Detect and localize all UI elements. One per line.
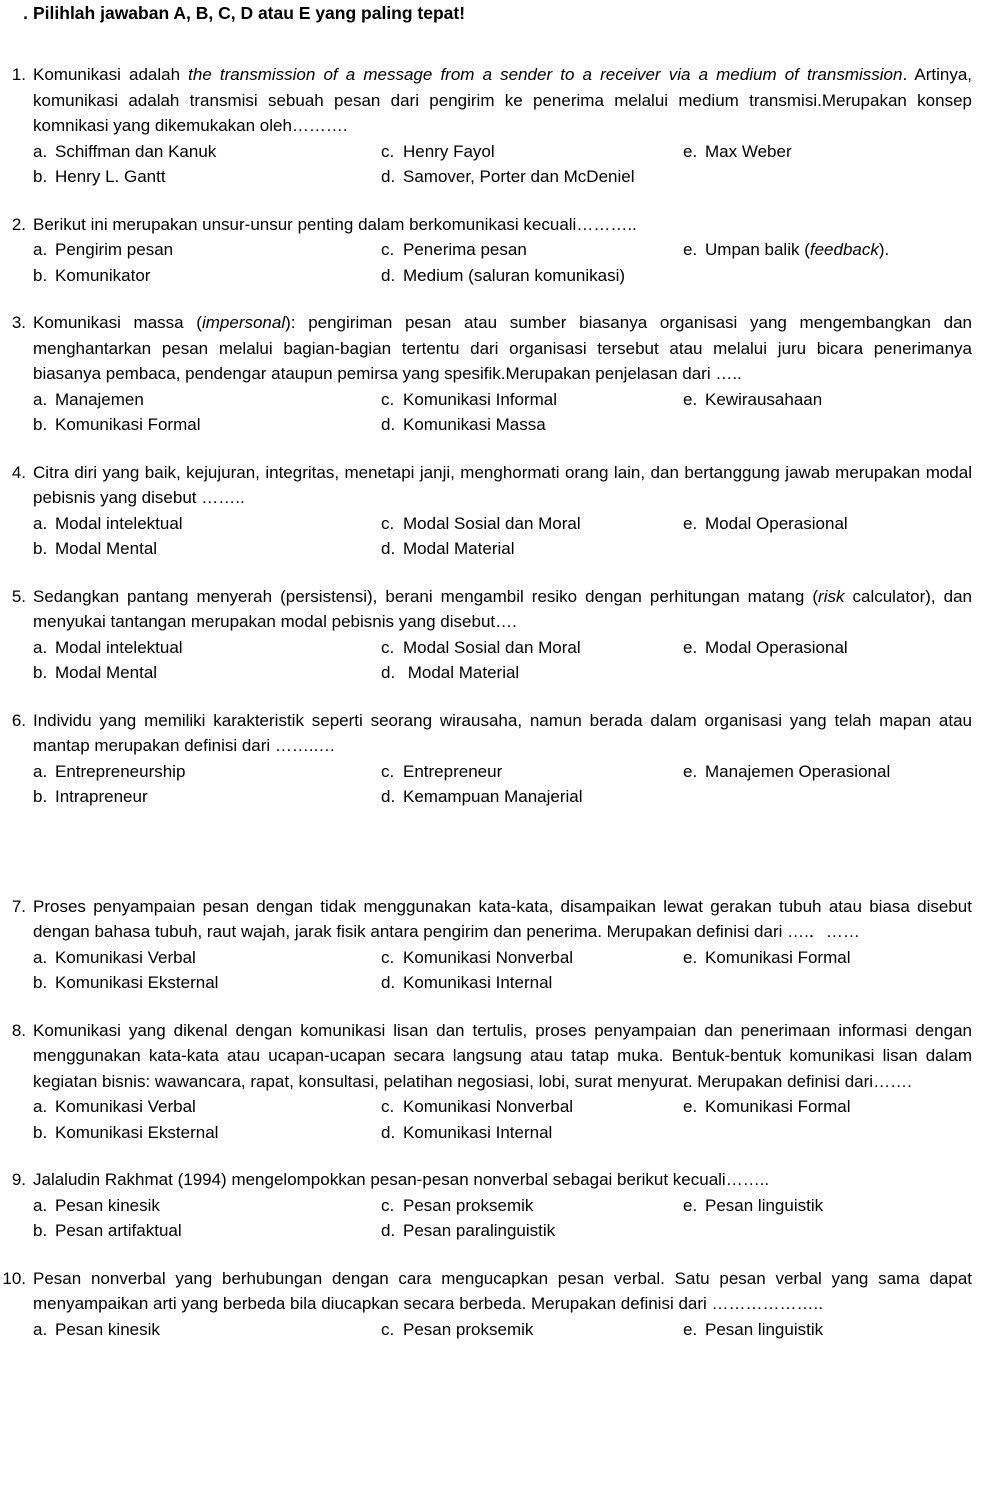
option-a-text: Entrepreneurship bbox=[55, 761, 186, 781]
question-item bbox=[0, 1266, 988, 1343]
option-b[interactable]: b. Komunikasi Formal bbox=[33, 415, 201, 434]
option-b-text: Komunikasi Formal bbox=[55, 415, 201, 434]
option-a-text: Pesan kinesik bbox=[55, 1319, 160, 1339]
option-a[interactable]: a. Pesan kinesik bbox=[33, 1195, 160, 1215]
option-e-text: Komunikasi Formal bbox=[705, 947, 851, 967]
option-c[interactable]: c. Komunikasi Informal bbox=[381, 389, 558, 409]
option-row bbox=[33, 536, 972, 562]
option-d[interactable]: d. Komunikasi Internal bbox=[381, 1122, 553, 1142]
option-row bbox=[33, 139, 972, 165]
option-a-text: Modal intelektual bbox=[55, 637, 183, 657]
question-stem: Komunikasi adalah the transmission of a message from a sender to a receiver via a medium of transmission. Artinya, komunikasi adalah transmisi sebuah pesan dari pengirim ke penerima melalui medium transmisi.Merupakan konsep komnikasi yang dikemukakan oleh………. bbox=[33, 65, 972, 135]
question-item bbox=[0, 310, 988, 438]
option-row bbox=[33, 412, 972, 438]
option-e-text: Kewirausahaan bbox=[705, 389, 823, 409]
option-b[interactable]: b. Modal Mental bbox=[33, 663, 158, 682]
option-c-text: Pesan proksemik bbox=[403, 1195, 534, 1215]
option-c-text: Pesan proksemik bbox=[403, 1319, 534, 1339]
option-a[interactable]: a. Manajemen bbox=[33, 389, 144, 409]
option-a-text: Komunikasi Verbal bbox=[55, 1097, 196, 1116]
option-d[interactable]: d. Samover, Porter dan McDeniel bbox=[381, 167, 635, 186]
option-d-text: Modal Material bbox=[403, 663, 520, 682]
option-b[interactable]: b. Intrapreneur bbox=[33, 787, 148, 806]
option-e[interactable]: e. Kewirausahaan bbox=[683, 389, 823, 409]
instruction-line bbox=[0, 0, 988, 26]
option-b-text: Pesan artifaktual bbox=[55, 1221, 182, 1240]
option-d[interactable]: d. Komunikasi Internal bbox=[381, 973, 553, 992]
option-a-text: Manajemen bbox=[55, 389, 144, 409]
option-e[interactable]: e. Komunikasi Formal bbox=[683, 947, 851, 967]
option-b[interactable]: b. Komunikasi Eksternal bbox=[33, 1122, 219, 1142]
option-c[interactable]: c. Penerima pesan bbox=[381, 240, 527, 259]
question-number: 4. bbox=[11, 462, 26, 482]
option-row bbox=[33, 1193, 972, 1219]
question-stem: Sedangkan pantang menyerah (persistensi), berani mengambil resiko dengan perhitungan matang (risk calculator), dan menyukai tantangan merupakan modal pebisnis yang disebut…. bbox=[33, 586, 972, 631]
option-b[interactable]: b. Modal Mental bbox=[33, 539, 158, 558]
option-group bbox=[33, 1094, 972, 1145]
instruction-marker: . bbox=[23, 3, 28, 23]
option-row bbox=[33, 970, 972, 996]
option-e[interactable]: e. Modal Operasional bbox=[683, 513, 848, 533]
question-stem: Proses penyampaian pesan dengan tidak menggunakan kata-kata, disampaikan lewat gerakan tubuh atau biasa disebut dengan bahasa tubuh, raut wajah, jarak fisik antara pengirim dan penerima. Merupakan definisi dari ….．…… bbox=[33, 896, 972, 941]
option-group bbox=[33, 237, 972, 288]
question-stem: Komunikasi yang dikenal dengan komunikasi lisan dan tertulis, proses penyampaian dan penerimaan informasi dengan menggunakan kata-kata atau ucapan-ucapan secara langsung atau tatap muka. Bentuk-bentuk komunikasi lisan dalam kegiatan bisnis: wawancara, rapat, konsultasi, pelatihan negosiasi, lobi, surat menyurat. Merupakan definisi dari……. bbox=[33, 1020, 972, 1091]
option-a[interactable]: a. Pengirim pesan bbox=[33, 240, 174, 259]
question-number: 6. bbox=[11, 710, 26, 730]
option-group bbox=[33, 945, 972, 996]
option-group bbox=[33, 387, 972, 438]
option-d-text: Kemampuan Manajerial bbox=[403, 787, 583, 806]
option-b-text: Komunikator bbox=[55, 265, 151, 285]
option-c[interactable]: c. Modal Sosial dan Moral bbox=[381, 513, 581, 533]
question-number: 7. bbox=[11, 896, 26, 916]
option-b-text: Modal Mental bbox=[55, 663, 158, 682]
option-e-text: Modal Operasional bbox=[705, 637, 848, 657]
option-e[interactable]: e. Komunikasi Formal bbox=[683, 1097, 851, 1116]
instruction-text: Pilihlah jawaban A, B, C, D atau E yang paling tepat! bbox=[33, 3, 466, 23]
option-b-text: Komunikasi Eksternal bbox=[55, 1122, 219, 1142]
option-group bbox=[33, 139, 972, 190]
option-a-text: Komunikasi Verbal bbox=[55, 947, 196, 967]
question-item bbox=[0, 1167, 988, 1244]
option-d-text: Komunikasi Internal bbox=[403, 1122, 553, 1142]
question-stem: Jalaludin Rakhmat (1994) mengelompokkan pesan-pesan nonverbal sebagai berikut kecuali…….. bbox=[33, 1170, 770, 1189]
question-stem: Berikut ini merupakan unsur-unsur penting dalam berkomunikasi kecuali……….. bbox=[33, 214, 637, 234]
option-a-text: Pengirim pesan bbox=[55, 240, 174, 259]
option-c[interactable]: c. Henry Fayol bbox=[381, 141, 495, 161]
option-e-text: Komunikasi Formal bbox=[705, 1097, 851, 1116]
option-c-text: Modal Sosial dan Moral bbox=[403, 637, 581, 657]
option-row bbox=[33, 759, 972, 785]
option-row bbox=[33, 1094, 972, 1120]
option-row bbox=[33, 263, 972, 289]
question-list bbox=[0, 62, 988, 1342]
option-c-text: Komunikasi Nonverbal bbox=[403, 947, 574, 967]
question-item bbox=[0, 584, 988, 686]
option-c-text: Komunikasi Informal bbox=[403, 389, 558, 409]
question-number: 3. bbox=[11, 313, 26, 332]
option-b[interactable]: b. Komunikator bbox=[33, 265, 151, 285]
option-e-text: Manajemen Operasional bbox=[705, 761, 891, 781]
option-d[interactable]: d. Medium (saluran komunikasi) bbox=[381, 265, 626, 285]
option-group bbox=[33, 759, 972, 810]
option-d[interactable]: d. Modal Material bbox=[381, 663, 520, 682]
option-c-text: Entrepreneur bbox=[403, 761, 503, 781]
option-row bbox=[33, 635, 972, 661]
option-a[interactable]: a. Modal intelektual bbox=[33, 513, 183, 533]
question-stem: Komunikasi massa (impersonal): pengiriman pesan atau sumber biasanya organisasi yang mengembangkan dan menghantarkan pesan melalui bagian-bagian tertentu dari organisasi tersebut atau melalui juru bicara penerimanya biasanya pembaca, pendengar ataupun pemirsa yang spesifik.Merupakan penjelasan dari ….. bbox=[33, 313, 972, 383]
option-group bbox=[33, 1193, 972, 1244]
option-row bbox=[33, 164, 972, 190]
option-c[interactable]: c. Entrepreneur bbox=[381, 761, 503, 781]
option-e-text: Umpan balik (feedback). bbox=[705, 240, 890, 259]
option-d-text: Komunikasi Massa bbox=[403, 415, 546, 434]
option-b-text: Komunikasi Eksternal bbox=[55, 973, 219, 992]
option-row bbox=[33, 945, 972, 971]
option-e-text: Max Weber bbox=[705, 141, 792, 161]
option-d[interactable]: d. Kemampuan Manajerial bbox=[381, 787, 583, 806]
option-b[interactable]: b. Henry L. Gantt bbox=[33, 167, 166, 186]
option-e[interactable]: e. Pesan linguistik bbox=[683, 1195, 824, 1215]
option-row bbox=[33, 237, 972, 263]
option-a[interactable]: a. Schiffman dan Kanuk bbox=[33, 141, 217, 161]
option-a-text: Schiffman dan Kanuk bbox=[55, 141, 217, 161]
option-b-text: Henry L. Gantt bbox=[55, 167, 166, 186]
option-row bbox=[33, 1120, 972, 1146]
question-stem: Citra diri yang baik, kejujuran, integritas, menetapi janji, menghormati orang lain, dan bertanggung jawab merupakan modal pebisnis yang disebut …….. bbox=[33, 462, 972, 507]
option-c-text: Henry Fayol bbox=[403, 141, 495, 161]
question-number: 8. bbox=[11, 1020, 26, 1040]
option-c-text: Penerima pesan bbox=[403, 240, 527, 259]
question-number: 1. bbox=[11, 65, 26, 84]
option-b-text: Modal Mental bbox=[55, 539, 158, 558]
question-number: 9. bbox=[11, 1170, 26, 1189]
option-row bbox=[33, 511, 972, 537]
option-a[interactable]: a. Entrepreneurship bbox=[33, 761, 186, 781]
spacer bbox=[0, 1244, 988, 1266]
option-b[interactable]: b. Komunikasi Eksternal bbox=[33, 973, 219, 992]
option-b[interactable]: b. Pesan artifaktual bbox=[33, 1221, 182, 1240]
spacer-large bbox=[0, 810, 988, 894]
spacer bbox=[0, 190, 988, 212]
option-a[interactable]: a. Modal intelektual bbox=[33, 637, 183, 657]
option-c[interactable]: c. Pesan proksemik bbox=[381, 1195, 534, 1215]
option-a[interactable]: a. Komunikasi Verbal bbox=[33, 1097, 196, 1116]
question-number: 5. bbox=[11, 586, 26, 606]
option-e[interactable]: e. Pesan linguistik bbox=[683, 1319, 824, 1339]
option-group bbox=[33, 635, 972, 686]
spacer bbox=[0, 562, 988, 584]
spacer bbox=[0, 686, 988, 708]
option-c-text: Komunikasi Nonverbal bbox=[403, 1097, 574, 1116]
option-d-text: Modal Material bbox=[403, 539, 515, 558]
option-b-text: Intrapreneur bbox=[55, 787, 148, 806]
option-c[interactable]: c. Komunikasi Nonverbal bbox=[381, 947, 574, 967]
option-row bbox=[33, 387, 972, 413]
option-d[interactable]: d. Komunikasi Massa bbox=[381, 415, 546, 434]
question-item bbox=[0, 894, 988, 996]
option-row bbox=[33, 784, 972, 810]
option-e[interactable]: e. Modal Operasional bbox=[683, 637, 848, 657]
option-row bbox=[33, 1317, 972, 1343]
spacer bbox=[0, 996, 988, 1018]
option-d[interactable]: d. Pesan paralinguistik bbox=[381, 1221, 556, 1240]
option-e[interactable]: e. Manajemen Operasional bbox=[683, 761, 891, 781]
question-item bbox=[0, 212, 988, 289]
question-number: 2. bbox=[11, 214, 26, 234]
question-stem: Individu yang memiliki karakteristik seperti seorang wirausaha, namun berada dalam organisasi yang telah mapan atau mantap merupakan definisi dari ……..… bbox=[33, 710, 972, 755]
option-d[interactable]: d. Modal Material bbox=[381, 539, 515, 558]
option-e[interactable]: e. Max Weber bbox=[683, 141, 792, 161]
option-group bbox=[33, 1317, 972, 1343]
question-item bbox=[0, 1018, 988, 1146]
question-stem: Pesan nonverbal yang berhubungan dengan cara mengucapkan pesan verbal. Satu pesan verbal yang sama dapat menyampaikan arti yang berbeda bila diucapkan secara berbeda. Merupakan definisi dari ……………….. bbox=[33, 1268, 972, 1313]
question-item bbox=[0, 460, 988, 562]
question-item bbox=[0, 708, 988, 810]
spacer bbox=[0, 438, 988, 460]
option-c-text: Modal Sosial dan Moral bbox=[403, 513, 581, 533]
option-d-text: Medium (saluran komunikasi) bbox=[403, 265, 626, 285]
option-e-text: Modal Operasional bbox=[705, 513, 848, 533]
option-e[interactable]: e. Umpan balik (feedback). bbox=[683, 240, 890, 259]
spacer bbox=[0, 288, 988, 310]
option-a[interactable]: a. Komunikasi Verbal bbox=[33, 947, 196, 967]
option-row bbox=[33, 1218, 972, 1244]
option-row bbox=[33, 660, 972, 686]
question-item bbox=[0, 62, 988, 190]
option-d-text: Samover, Porter dan McDeniel bbox=[403, 167, 635, 186]
question-number: 10. bbox=[2, 1268, 26, 1288]
spacer bbox=[0, 1145, 988, 1167]
option-a-text: Modal intelektual bbox=[55, 513, 183, 533]
option-e-text: Pesan linguistik bbox=[705, 1195, 824, 1215]
option-c[interactable]: c. Komunikasi Nonverbal bbox=[381, 1097, 574, 1116]
option-a[interactable]: a. Pesan kinesik bbox=[33, 1319, 160, 1339]
option-a-text: Pesan kinesik bbox=[55, 1195, 160, 1215]
option-e-text: Pesan linguistik bbox=[705, 1319, 824, 1339]
option-c[interactable]: c. Pesan proksemik bbox=[381, 1319, 534, 1339]
option-d-text: Pesan paralinguistik bbox=[403, 1221, 556, 1240]
option-d-text: Komunikasi Internal bbox=[403, 973, 553, 992]
option-group bbox=[33, 511, 972, 562]
option-c[interactable]: c. Modal Sosial dan Moral bbox=[381, 637, 581, 657]
